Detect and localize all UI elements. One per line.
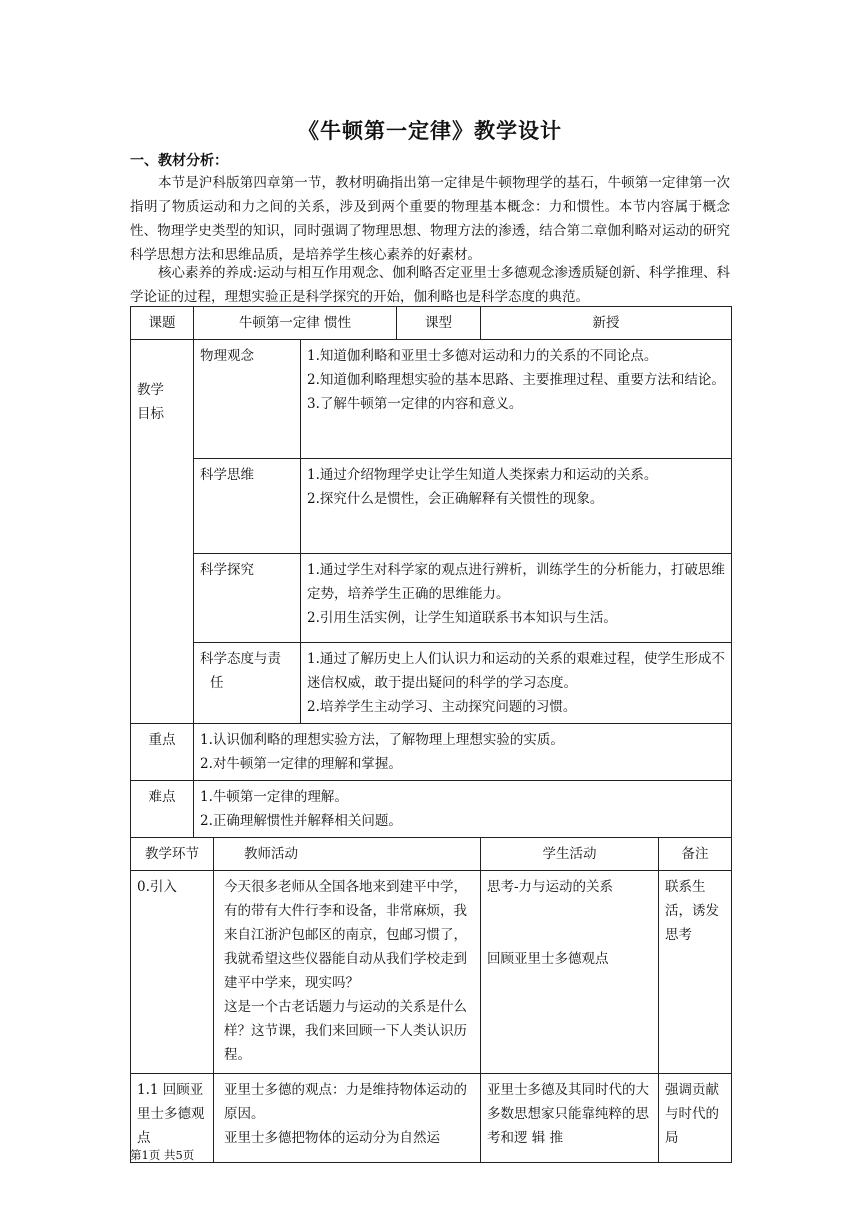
goal-name-line: 任 [210,675,224,691]
goal-item: 1.通过学生对科学家的观点进行辨析，训练学生的分析能力，打破思维定势，培养学生正确的思维能力。 [307,562,725,602]
paragraph-textbook-analysis: 本节是沪科版第四章第一节，教材明确指出第一定律是牛顿物理学的基石，牛顿第一定律第一次指明了物质运动和力之间的关系，涉及到两个重要的物理基本概念：力和惯性。本节内容属于概念性、物理学史类型的知识，同时强调了物理思想、物理方法的渗透，结合第二章伽利略对运动的研究科学思想方法和思维品质，是培养学生核心素养的好素材。 [130,175,730,263]
student-text: 思考-力与运动的关系 [487,879,614,895]
student-cell: 亚里士多德及其同时代的大多数思想家只能靠纯粹的思考和逻 辑 推 [481,1074,659,1163]
goal-name [194,643,301,724]
goal-row-inquiry [131,554,732,643]
lesson-plan-table [130,306,732,1163]
key-points-row [131,724,732,781]
goal-item: 1.通过了解历史上人们认识力和运动的关系的艰难过程，使学生形成不迷信权威，敢于提出疑问的科学的学习态度。 [307,651,725,691]
goal-item: 2.探究什么是惯性，会正确解释有关惯性的现象。 [307,491,604,507]
goal-item: 2.引用生活实例，让学生知道联系书本知识与生活。 [307,610,617,626]
step-cell: 0.引入 [131,871,214,1074]
goal-items [301,554,732,643]
activity-row-intro [131,871,732,1074]
activity-row-aristotle [131,1074,732,1163]
difficult-items [194,781,732,838]
goal-row-thinking [131,459,732,554]
type-label: 课型 [397,307,481,340]
difficult-label: 难点 [131,781,194,838]
student-cell [481,871,659,1074]
activity-header-row [131,838,732,871]
goals-label-text: 教学目标 [137,381,164,422]
goal-items [301,459,732,554]
paragraph-core-literacy: 核心素养的养成:运动与相互作用观念、伽利略否定亚里士多德观念渗透质疑创新、科学推理、科学论证的过程，理想实验正是科学探究的开始，伽利略也是科学态度的典范。 [130,265,730,305]
header-teacher: 教师活动 [214,838,481,871]
step-cell: 1.1 回顾亚里士多德观点 [131,1074,214,1163]
goal-item: 2.知道伽利略理想实验的基本思路、主要推理过程、重要方法和结论。 [307,372,725,388]
header-step: 教学环节 [131,838,214,871]
teacher-text: 亚里士多德的观点：力是维持物体运动的原因。 [224,1082,467,1122]
topic-value: 牛顿第一定律 惯性 [194,307,397,340]
topic-row [131,307,732,340]
topic-label: 课题 [131,307,194,340]
goal-item: 1.知道伽利略和亚里士多德对运动和力的关系的不同论点。 [307,348,658,364]
type-value: 新授 [481,307,732,340]
key-item: 2.对牛顿第一定律的理解和掌握。 [200,756,402,772]
teacher-text: 这是一个古老话题力与运动的关系是什么样？这节课，我们来回顾一下人类认识历程。 [224,999,467,1063]
goal-row-attitude [131,643,732,724]
header-note: 备注 [659,838,732,871]
page-footer: 第1页 共5页 [130,1148,195,1162]
teacher-cell [214,871,481,1074]
document-title: 《牛顿第一定律》教学设计 [298,118,562,143]
goal-name-line: 科学态度与责 [200,651,281,667]
teacher-cell [214,1074,481,1163]
goal-name: 科学思维 [194,459,301,554]
goal-item: 3.了解牛顿第一定律的内容和意义。 [307,396,523,412]
teacher-text: 亚里士多德把物体的运动分为自然运 [224,1130,440,1146]
difficult-item: 1.牛顿第一定律的理解。 [200,789,348,805]
goal-item: 1.通过介绍物理学史让学生知道人类探索力和运动的关系。 [307,467,658,483]
student-text: 回顾亚里士多德观点 [487,951,609,967]
note-cell: 联系生活，诱发思考 [659,871,732,1074]
goal-name: 科学探究 [194,554,301,643]
goal-row-physics [131,340,732,459]
header-student: 学生活动 [481,838,659,871]
goal-items [301,340,732,459]
goal-items [301,643,732,724]
goal-name: 物理观念 [194,340,301,459]
note-cell: 强调贡献与时代的局 [659,1074,732,1163]
difficult-item: 2.正确理解惯性并解释相关问题。 [200,813,402,829]
section-heading: 一、教材分析： [130,153,228,169]
goals-label [131,340,194,724]
difficult-points-row [131,781,732,838]
key-label: 重点 [131,724,194,781]
key-items [194,724,732,781]
key-item: 1.认识伽利略的理想实验方法，了解物理上理想实验的实质。 [200,732,564,748]
teacher-text: 今天很多老师从全国各地来到建平中学，有的带有大件行李和设备，非常麻烦，我来自江浙沪包邮区的南京，包邮习惯了，我就希望这些仪器能自动从我们学校走到建平中学来，现实吗？ [224,879,467,991]
goal-item: 2.培养学生主动学习、主动探究问题的习惯。 [307,699,577,715]
